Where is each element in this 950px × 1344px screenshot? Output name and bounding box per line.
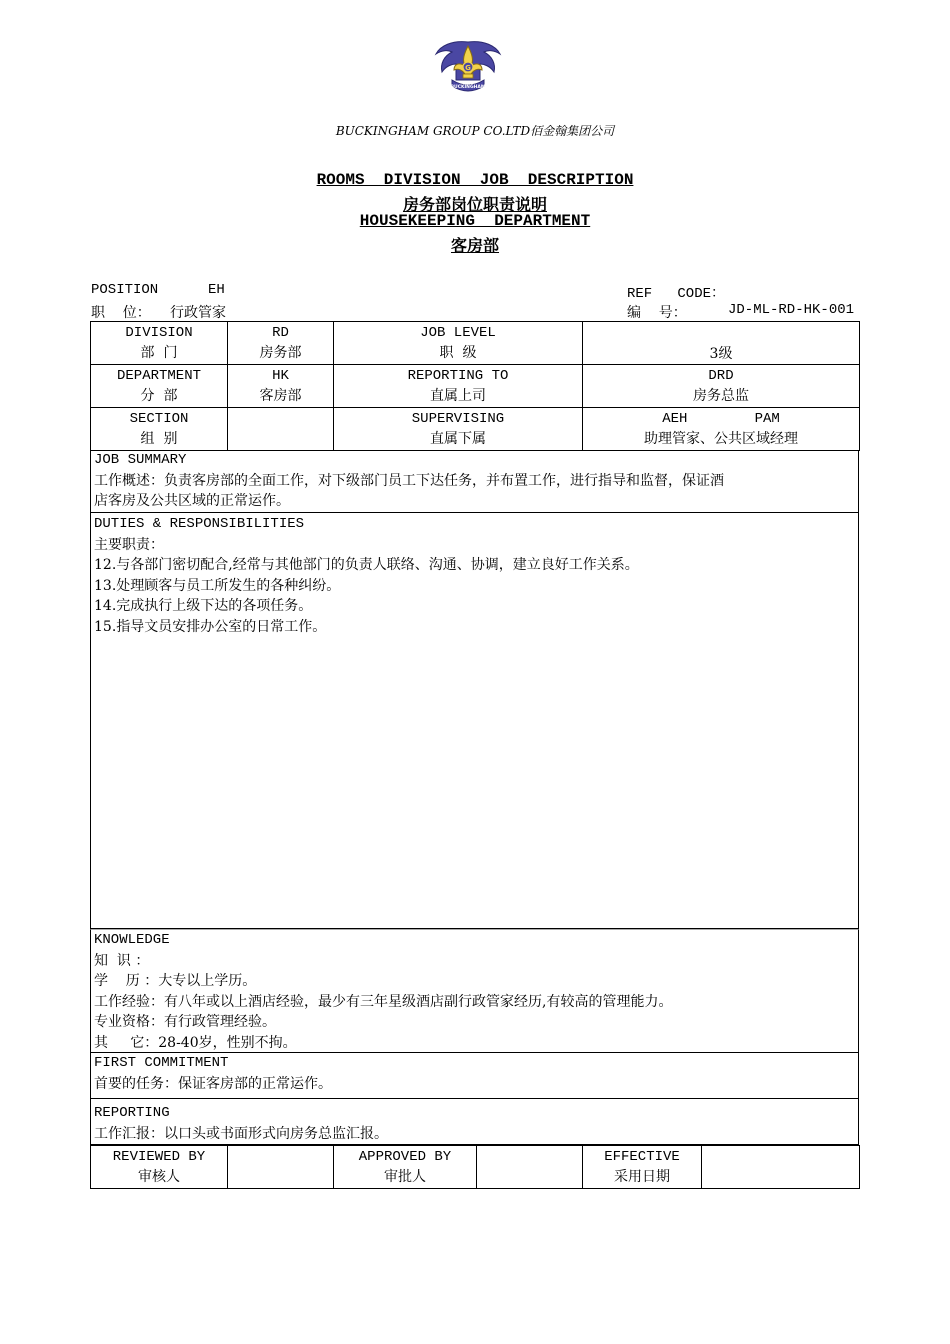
- duty-item: 13.处理顾客与员工所发生的各种纠纷。: [94, 577, 341, 594]
- department-title-en: HOUSEKEEPING DEPARTMENT: [359, 212, 591, 230]
- supervising-label: SUPERVISING 直属下属: [334, 408, 583, 451]
- knowledge-subheading: 知 识 ：: [94, 952, 150, 969]
- reporting-section: [90, 1099, 859, 1145]
- reviewed-by-label: REVIEWED BY 审核人: [91, 1146, 228, 1189]
- section-value: [228, 408, 334, 451]
- reporting-heading: REPORTING: [94, 1105, 170, 1121]
- job-summary-line: 工作概述：负责客房部的全面工作，对下级部门员工下达任务，并布置工作，进行指导和监督，保证酒: [94, 472, 724, 489]
- logo-text: BUCKINGHAM: [450, 85, 486, 90]
- first-commitment-heading: FIRST COMMITMENT: [94, 1055, 229, 1071]
- department-title-cn: 客房部: [450, 236, 499, 255]
- job-level-value: 3级: [583, 322, 860, 365]
- job-summary-line: 店客房及公共区域的正常运作。: [94, 493, 290, 509]
- approved-by-label: APPROVED BY 审批人: [334, 1146, 477, 1189]
- reporting-to-value: DRD 房务总监: [583, 365, 860, 408]
- department-label: DEPARTMENT 分 部: [91, 365, 228, 408]
- duties-heading: DUTIES & RESPONSIBILITIES: [94, 516, 305, 532]
- reviewed-by-field: [228, 1146, 334, 1189]
- title-en: ROOMS DIVISION JOB DESCRIPTION: [316, 171, 634, 189]
- job-summary-section: [90, 450, 859, 513]
- effective-field: [702, 1146, 860, 1189]
- duty-item: 14.完成执行上级下达的各项任务。: [94, 598, 313, 614]
- approved-by-field: [477, 1146, 583, 1189]
- section-label: SECTION 组 别: [91, 408, 228, 451]
- supervising-value: AEH PAM 助理管家、公共区域经理: [583, 408, 860, 451]
- svg-text:G: G: [465, 64, 471, 72]
- position-label-en: POSITION: [91, 282, 159, 298]
- duties-section: [90, 513, 859, 929]
- reporting-to-label: REPORTING TO 直属上司: [334, 365, 583, 408]
- qualification-line: 专业资格：有行政管理经验。: [94, 1014, 276, 1030]
- department-value: HK 客房部: [228, 365, 334, 408]
- ref-code-label: REF CODE：: [627, 286, 726, 302]
- reporting-text: 工作汇报：以口头或书面形式向房务总监汇报。: [94, 1125, 388, 1142]
- first-commitment-text: 首要的任务：保证客房部的正常运作。: [94, 1075, 332, 1092]
- position-value: 行政管家: [170, 305, 226, 321]
- position-code: EH: [208, 282, 225, 298]
- duties-subheading: 主要职责：: [94, 536, 164, 553]
- effective-label: EFFECTIVE 采用日期: [583, 1146, 702, 1189]
- position-label-cn: 职 位：: [91, 305, 151, 321]
- division-label: DIVISION 部 门: [91, 322, 228, 365]
- knowledge-section: [90, 929, 859, 1053]
- job-level-label: JOB LEVEL 职 级: [334, 322, 583, 365]
- experience-line: 工作经验：有八年或以上酒店经验，最少有三年星级酒店副行政管家经历,有较高的管理能力。: [94, 993, 673, 1010]
- ref-label-cn: 编 号：: [627, 305, 687, 321]
- ref-value: JD-ML-RD-HK-001: [728, 302, 855, 318]
- buckingham-crest-logo: [432, 36, 504, 108]
- title-cn: 房务部岗位职责说明: [402, 195, 547, 214]
- company-name: BUCKINGHAM GROUP CO.LTD佰金翰集团公司: [335, 124, 615, 138]
- job-summary-heading: JOB SUMMARY: [94, 452, 187, 468]
- approval-table: [90, 1145, 860, 1189]
- division-value: RD 房务部: [228, 322, 334, 365]
- job-info-grid: [90, 321, 860, 451]
- other-line: 其 它：28-40岁，性别不拘。: [94, 1034, 297, 1051]
- duty-item: 15.指导文员安排办公室的日常工作。: [94, 618, 327, 635]
- first-commitment-section: [90, 1053, 859, 1099]
- duty-item: 12.与各部门密切配合,经常与其他部门的负责人联络、沟通、协调，建立良好工作关系。: [94, 557, 639, 573]
- knowledge-heading: KNOWLEDGE: [94, 932, 170, 948]
- education-line: 学 历 ：大专以上学历。: [94, 973, 257, 989]
